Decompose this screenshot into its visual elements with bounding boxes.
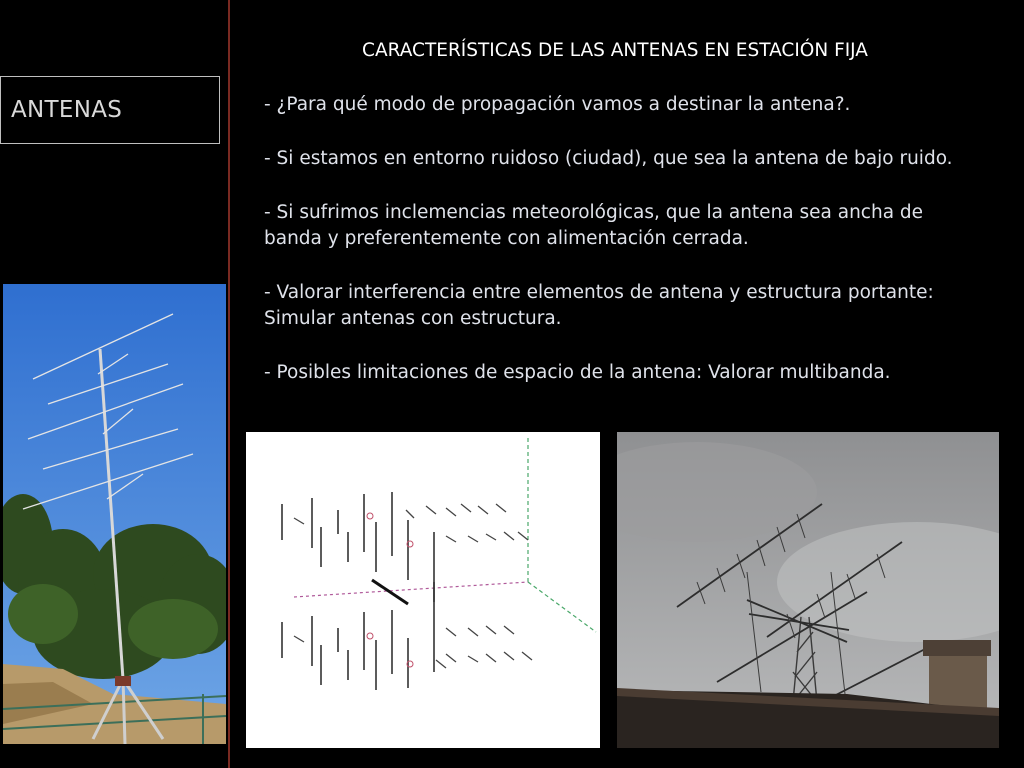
bullet-list bbox=[264, 92, 964, 414]
rooftop-antenna-photo bbox=[617, 432, 999, 748]
antenna-mast-photo bbox=[3, 284, 226, 744]
bullet-item: - Posibles limitaciones de espacio de la antena: Valorar multibanda. bbox=[264, 362, 891, 383]
vertical-divider bbox=[228, 0, 230, 768]
antenna-array-simulation bbox=[246, 432, 600, 748]
bullet-item: - Si sufrimos inclemencias meteorológicas, que la antena sea ancha de banda y preferentemente con alimentación cerrada. bbox=[264, 202, 924, 249]
section-label: ANTENAS bbox=[11, 97, 123, 123]
section-label-box bbox=[0, 76, 220, 144]
bullet-item: - Si estamos en entorno ruidoso (ciudad), que sea la antena de bajo ruido. bbox=[264, 148, 953, 169]
slide-title: CARACTERÍSTICAS DE LAS ANTENAS EN ESTACIÓN FIJA bbox=[362, 40, 868, 61]
bullet-item: - ¿Para qué modo de propagación vamos a destinar la antena?. bbox=[264, 94, 851, 115]
bullet-item: - Valorar interferencia entre elementos de antena y estructura portante: Simular antenas con estructura. bbox=[264, 282, 934, 329]
